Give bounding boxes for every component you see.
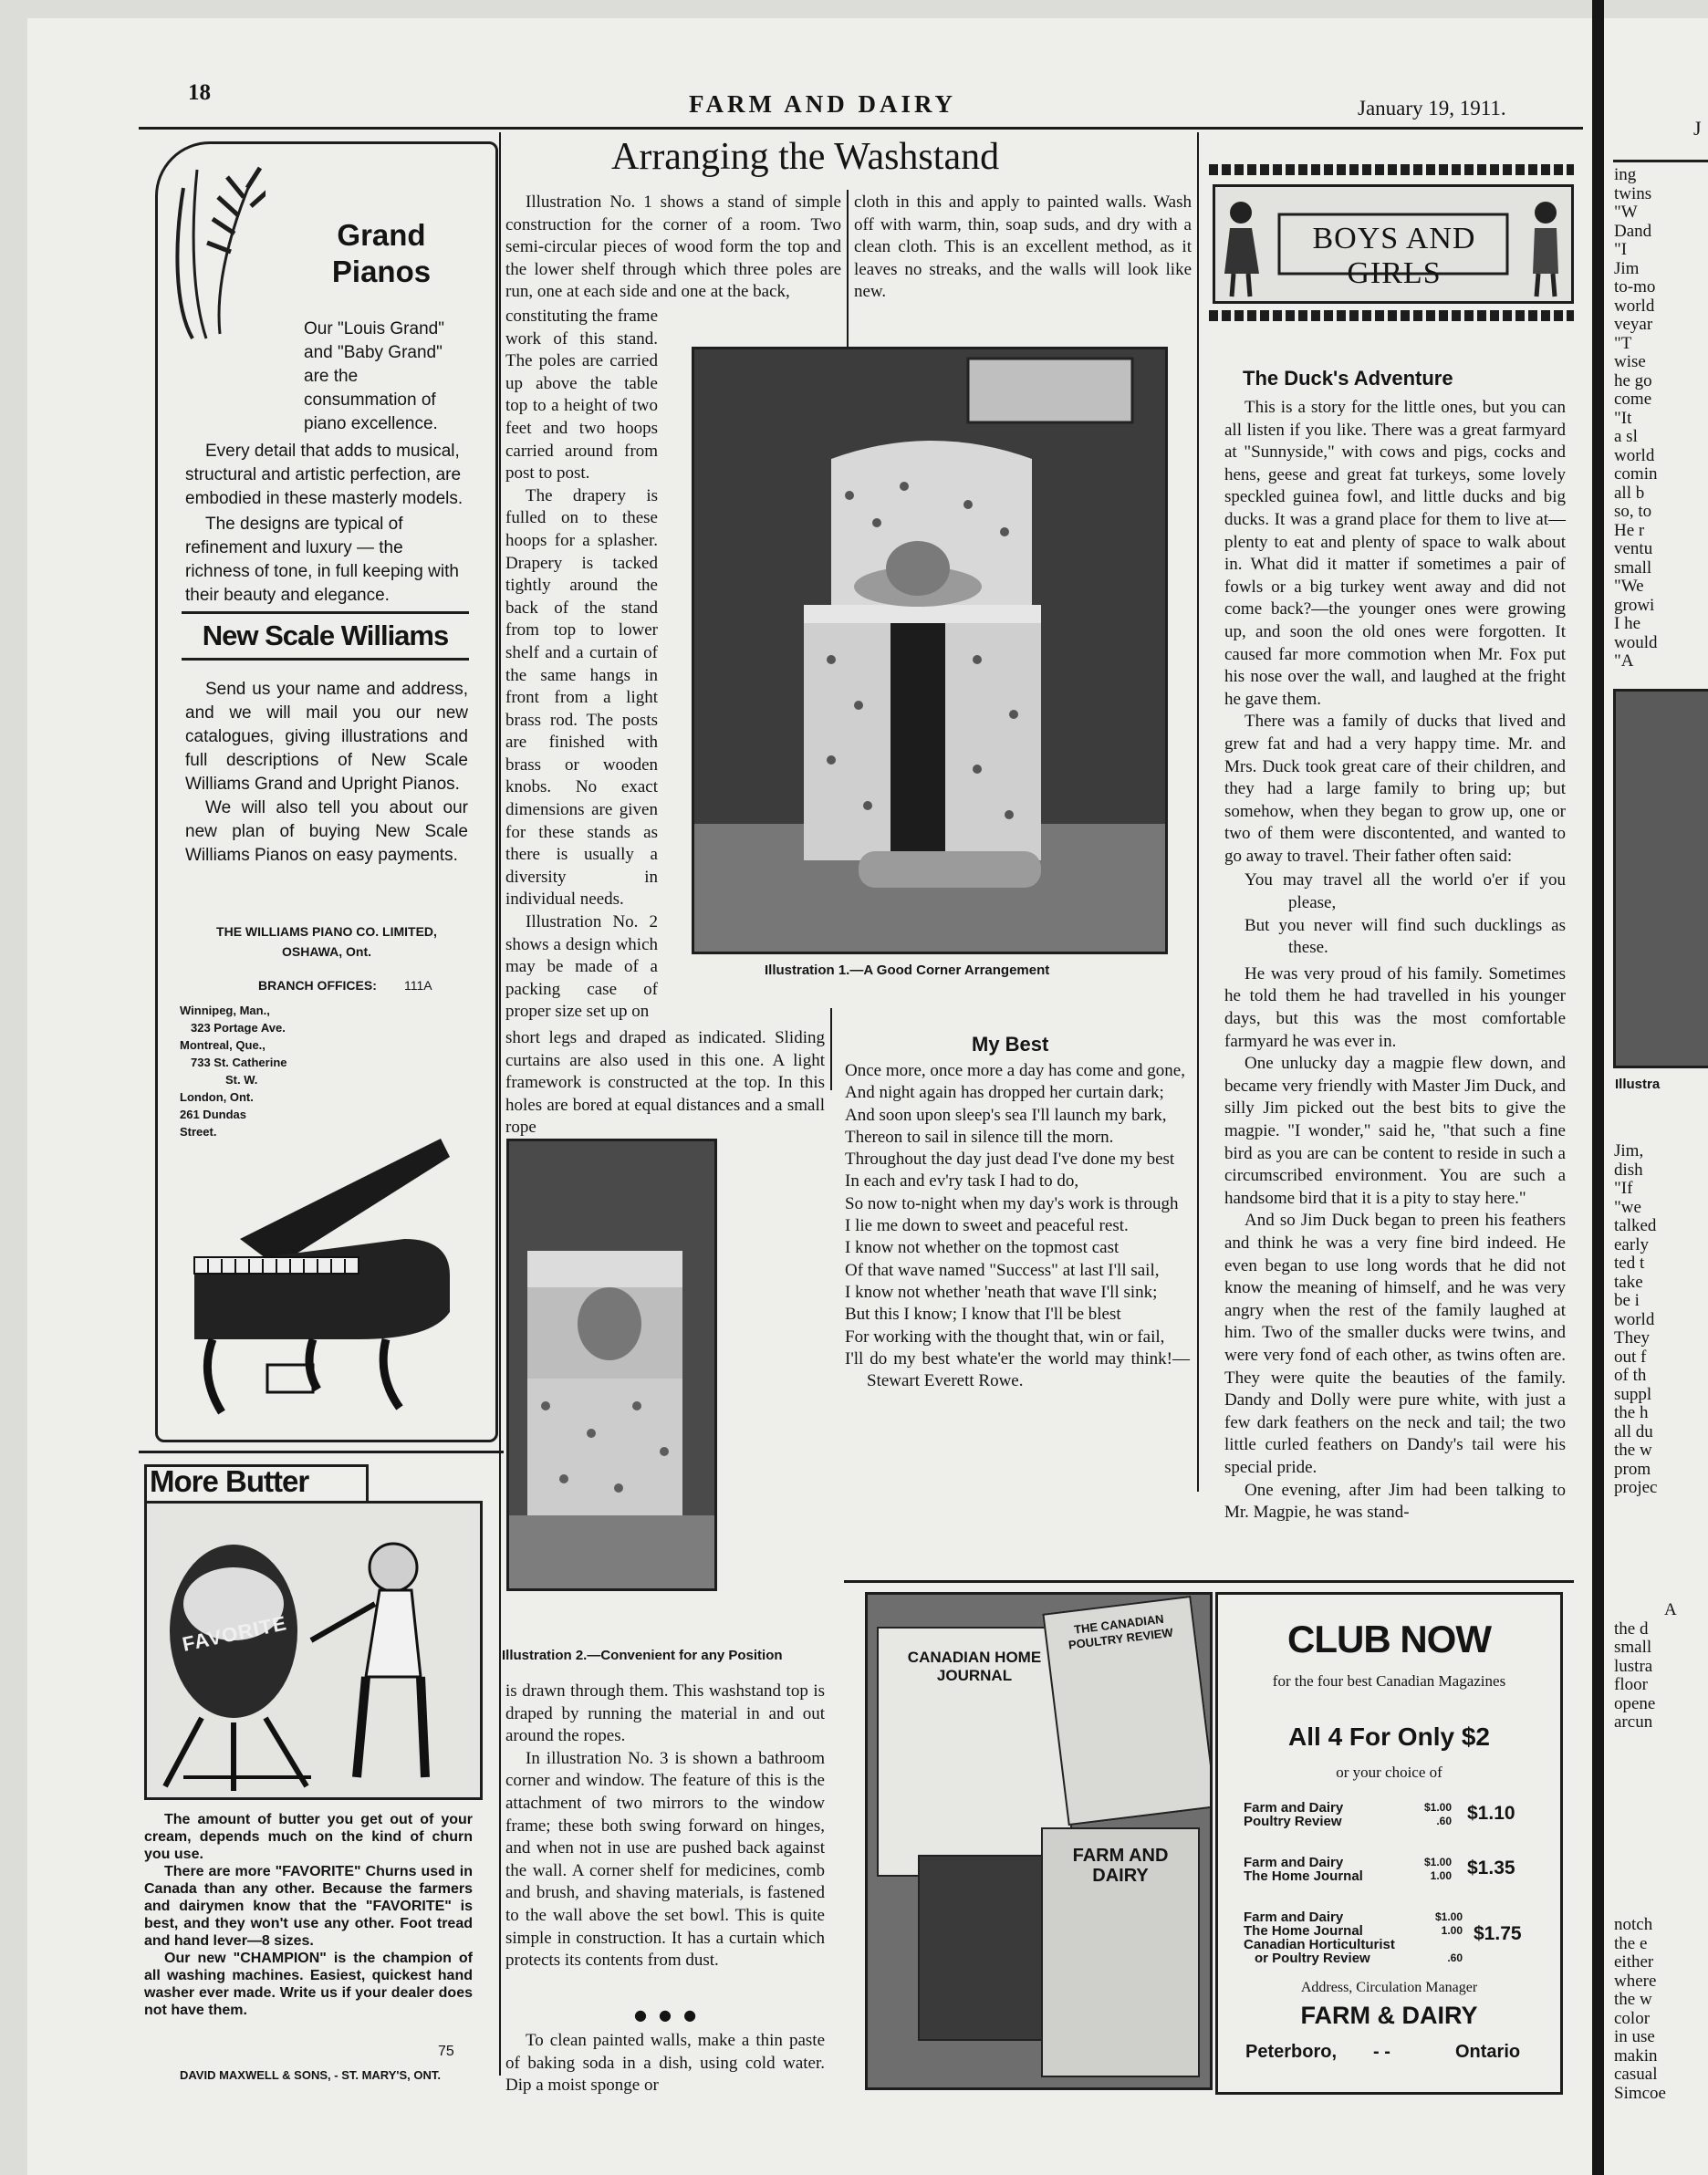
poem-line: I know not whether on the topmost cast	[845, 1238, 1120, 1258]
offer-line: The Home Journal	[1244, 1868, 1363, 1884]
poem-line: I'll do my best whate'er the world may think!—Stewart Everett Rowe.	[845, 1348, 1190, 1391]
fragment: Jim	[1614, 258, 1640, 278]
duck-para: One evening, after Jim had been talking to Mr. Magpie, he was stand-	[1224, 1480, 1566, 1523]
fragment: notch	[1614, 1915, 1653, 1934]
piano-detail: Every detail that adds to musical, structural and artistic perfection, are embodied in these masterly models.	[185, 442, 463, 508]
fragment: out f	[1614, 1347, 1647, 1367]
fragment: in use	[1614, 2027, 1655, 2046]
column-rule	[830, 1008, 832, 1090]
butter-ad-art	[144, 1464, 482, 1802]
washstand-bottom3-block	[505, 2030, 825, 2097]
fragment: arcun	[1614, 1712, 1653, 1732]
fragment: twins	[1614, 183, 1652, 203]
branch-line: Street.	[180, 1125, 217, 1139]
fragment: "T	[1614, 333, 1632, 353]
branch-line: Winnipeg, Man.,	[180, 1004, 270, 1017]
offer-total: $1.75	[1474, 1923, 1522, 1944]
offer-line: or Poultry Review	[1255, 1951, 1370, 1966]
column-rule	[1197, 132, 1199, 1492]
packing-case-washstand-image	[509, 1141, 714, 1588]
fragment: a sl	[1614, 427, 1638, 446]
fragment: ted t	[1614, 1254, 1645, 1273]
fragment: Jim,	[1614, 1141, 1644, 1160]
ad-rule	[139, 1451, 504, 1453]
offer-price	[1426, 1938, 1463, 1951]
offer-row	[1244, 1910, 1545, 1965]
fragment: the e	[1614, 1933, 1648, 1953]
fragment: of th	[1614, 1366, 1647, 1385]
offer-line: Poultry Review	[1244, 1814, 1342, 1829]
club-now-headline: All 4 For Only $2	[1288, 1722, 1490, 1751]
washstand-para: Illustration No. 1 shows a stand of simple construction for the corner of a room. Two semi-circular pieces of wood form the top and the lower shelf through which three poles are run, one at each side and one at the back,	[505, 193, 841, 302]
club-place-sep: - -	[1373, 2042, 1390, 2062]
branch-line: London, Ont.	[180, 1090, 254, 1104]
poem-title: My Best	[972, 1033, 1049, 1056]
offer-price: .60	[1447, 1951, 1463, 1964]
club-place-right: Ontario	[1455, 2042, 1521, 2062]
fragment: prom	[1614, 1459, 1651, 1479]
butter-body2: There are more "FAVORITE" Churns used in Canada than any other. Because the farmers and dairymen know that the "FAVORITE" is best, and they won't use any other. Foot tread and hand lever—8 sizes.	[144, 1864, 473, 1949]
fragment: talked	[1614, 1216, 1657, 1235]
fragment: "It	[1614, 408, 1632, 428]
poem-line: And soon upon sleep's sea I'll launch my bark,	[845, 1105, 1167, 1125]
fragment: world	[1614, 1309, 1655, 1329]
section-rule	[844, 1580, 1574, 1583]
fragment: makin	[1614, 2045, 1658, 2066]
illustration-2-photo	[506, 1139, 717, 1591]
washstand-narrow2: The drapery is fulled on to these hoops for a splasher. Drapery is tacked tightly around the back of the stand from top to lower shelf and a curtain of the same hangs in front from a light brass rod. The posts are finished with brass or wooden knobs. No exact dimensions are given for these stands as there is usually a diversity in individual needs.	[505, 485, 658, 910]
poem-line: Of that wave named "Success" at last I'll sail,	[845, 1260, 1160, 1280]
piano-ad-code: 111A	[404, 978, 432, 993]
fragment: projec	[1614, 1478, 1658, 1497]
column-rule	[499, 132, 501, 2076]
fragment: world	[1614, 296, 1655, 316]
page-gutter	[1592, 0, 1604, 2175]
duck-verse-line: But you never will find such ducklings as these.	[1245, 915, 1566, 958]
fragment: growi	[1614, 595, 1655, 615]
club-place-left: Peterboro,	[1245, 2042, 1338, 2062]
caption-illustration-2: Illustration 2.—Convenient for any Position	[502, 1648, 783, 1663]
offer-line: Canadian Horticulturist	[1244, 1937, 1395, 1952]
fragment: ventu	[1614, 539, 1653, 558]
club-address-label: Address, Circulation Manager	[1300, 1980, 1478, 1995]
fragment: all b	[1614, 483, 1645, 503]
next-page-top-text	[1614, 166, 1658, 671]
piano-plan: We will also tell you about our new plan of buying New Scale Williams Pianos on easy payments.	[185, 798, 468, 865]
boys-girls-banner-text: BOYS AND GIRLS	[1312, 222, 1476, 290]
poem-line: And night again has dropped her curtain dark;	[845, 1083, 1164, 1103]
washstand-top-left	[505, 192, 841, 304]
club-now-ad	[1215, 1592, 1563, 2095]
washstand-para: short legs and draped as indicated. Sliding curtains are also used in this one. A light framework is constructed at the top. In this holes are bored at equal distances and a small rope	[505, 1028, 825, 1138]
poem-line: For working with the thought that, win or fail,	[845, 1327, 1165, 1347]
fragment: so, to	[1614, 502, 1652, 521]
next-page-end-text	[1614, 1916, 1666, 2103]
washstand-para: cloth in this and apply to painted walls. Wash off with warm, thin, soap suds, and dry with a clean cloth. This is an excellent method, as it leaves no streaks, and the walls will look like new.	[854, 193, 1192, 302]
fragment: I he	[1614, 614, 1641, 633]
offer-price: .60	[1436, 1815, 1452, 1827]
poem-line: Throughout the day just dead I've done my best	[845, 1150, 1175, 1170]
piano-title-line2: Pianos	[331, 255, 432, 288]
offer-line: Farm and Dairy	[1244, 1800, 1344, 1816]
piano-company: THE WILLIAMS PIANO CO. LIMITED,	[216, 924, 437, 939]
fragment: would	[1614, 632, 1658, 652]
fragment: He r	[1614, 520, 1645, 540]
duck-para: One unlucky day a magpie flew down, and became very friendly with Master Jim Duck, and silly Jim picked out the best bits to give the magpie. "I wonder," said he, "that such a fine bird as you are can be content to reside in such a circumscribed environment. You are such a handsome bird that it is a pity to stay here."	[1224, 1054, 1566, 1208]
fragment: dish	[1614, 1160, 1643, 1180]
fragment: small	[1614, 557, 1652, 578]
offer-price: $1.00	[1434, 1910, 1463, 1923]
fragment: floor	[1614, 1675, 1648, 1694]
fragment: wise	[1614, 352, 1646, 371]
duck-para: He was very proud of his family. Sometimes he told them he had travelled in his younger days, but this was the most comfortable farmyard he was ever in.	[1224, 963, 1566, 1051]
cover-title: THE CANADIAN POULTRY REVIEW	[1068, 1611, 1174, 1652]
issue-date: January 19, 1911.	[1358, 97, 1506, 120]
header-rule	[139, 127, 1583, 130]
washstand-corner-image	[694, 349, 1165, 952]
newspaper-page	[27, 18, 1592, 2175]
fragment: ing	[1614, 165, 1637, 184]
fragment: Simcoe	[1614, 2083, 1666, 2103]
fragment: A	[1664, 1600, 1677, 1619]
next-page-caption: Illustra	[1615, 1077, 1661, 1092]
poem-line: I lie me down to sweet and peaceful rest.	[845, 1216, 1129, 1236]
offer-total: $1.35	[1467, 1858, 1515, 1878]
fragment: casual	[1614, 2065, 1658, 2084]
fragment: the w	[1614, 1441, 1652, 1460]
fragment: he go	[1614, 370, 1652, 390]
next-page-low-text	[1614, 1601, 1677, 1733]
washstand-top-right	[854, 192, 1192, 304]
duck-story-body	[1224, 397, 1566, 1525]
section-separator: ● ● ●	[634, 2006, 701, 2024]
fragment: early	[1614, 1234, 1649, 1254]
branch-line: St. W.	[225, 1073, 258, 1087]
fragment: take	[1614, 1272, 1643, 1292]
cover-title: FARM AND DAIRY	[1072, 1846, 1169, 1886]
offer-price: 1.00	[1441, 1924, 1463, 1937]
fragment: lustra	[1614, 1656, 1653, 1676]
next-page-header: J	[1693, 117, 1702, 140]
caption-illustration-1: Illustration 1.—A Good Corner Arrangement	[765, 963, 1050, 978]
piano-intro: Our "Louis Grand" and "Baby Grand" are the consummation of piano excellence.	[304, 319, 444, 433]
club-now-title: CLUB NOW	[1287, 1618, 1491, 1660]
next-page-mid-text	[1614, 1142, 1657, 1498]
branch-line: 733 St. Catherine	[191, 1056, 287, 1069]
fragment: "I	[1614, 240, 1628, 259]
fragment: Dand	[1614, 221, 1652, 241]
poem-line: In each and ev'ry task I had to do,	[845, 1171, 1079, 1192]
piano-city: OSHAWA, Ont.	[282, 944, 371, 959]
washstand-bottom1: is drawn through them. This washstand top is draped by running the material in and out around the ropes.	[505, 1681, 825, 1746]
poem-line: Once more, once more a day has come and gone,	[845, 1061, 1185, 1080]
fragment: the w	[1614, 1990, 1652, 2009]
fragment: either	[1614, 1952, 1654, 1972]
fragment: "We	[1614, 577, 1644, 596]
fragment: world	[1614, 445, 1655, 465]
washstand-title: Arranging the Washstand	[611, 136, 1000, 178]
cover-title: CANADIAN HOME JOURNAL	[907, 1649, 1042, 1684]
fragment: color	[1614, 2008, 1651, 2028]
wheat-ornament-icon	[165, 151, 266, 343]
fragment: "A	[1614, 651, 1634, 671]
fragment: They	[1614, 1328, 1651, 1348]
butter-body3: Our new "CHAMPION" is the champion of all washing machines. Easiest, quickest hand washer ever made. Write us if your dealer does not have them.	[144, 1951, 473, 2018]
fragment: where	[1614, 1971, 1657, 1991]
club-now-sub: for the four best Canadian Magazines	[1272, 1672, 1506, 1690]
butter-ad-footer: DAVID MAXWELL & SONS, - ST. MARY'S, ONT.	[180, 2068, 441, 2082]
duck-story-title: The Duck's Adventure	[1243, 367, 1453, 390]
offer-price: 1.00	[1430, 1869, 1452, 1882]
duck-verse	[1224, 869, 1566, 959]
piano-ad	[155, 141, 498, 1442]
washstand-para: To clean painted walls, make a thin paste of baking soda in a dish, using cold water. Dip a moist sponge or	[505, 2031, 825, 2096]
washstand-wide	[505, 1027, 825, 1140]
fragment: "If	[1614, 1179, 1633, 1198]
fragment: "we	[1614, 1197, 1641, 1217]
page-number: 18	[188, 80, 211, 105]
magazine-covers-image	[865, 1592, 1213, 2090]
club-publisher: FARM & DAIRY	[1300, 2002, 1478, 2029]
duck-para: There was a family of ducks that lived and grew fat and had a very happy time. Mr. and Mrs. Duck took great care of their children, and they had a large family to bring up; but somehow, when they began to grow up, one or two of them were discontented, and wanted to go away to travel. Their father often said:	[1224, 712, 1566, 866]
fragment: all du	[1614, 1421, 1653, 1441]
duck-para: And so Jim Duck began to preen his feathers and think he was a very fine bird indeed. He even began to use long words that he did not know the meaning of himself, and he was very angry when the rest of the family laughed at him. Two of the smaller ducks were twins, and were very fond of each other, as twins often are. They were quite the beauties of the family. Dandy and Dolly were pure white, with just a few dark feathers on the neck and tail; the two little curled feathers on Dandy's tail were his special pride.	[1224, 1211, 1566, 1477]
duck-verse-line: You may travel all the world o'er if you please,	[1245, 870, 1566, 913]
fragment: the d	[1614, 1618, 1649, 1639]
washstand-narrow3: Illustration No. 2 shows a design which may be made of a packing case of proper size set up on	[505, 912, 658, 1022]
branch-list	[180, 1002, 317, 1140]
butter-body1: The amount of butter you get out of your cream, depends much on the kind of churn you use.	[144, 1812, 473, 1862]
grand-piano-illustration	[176, 1129, 468, 1421]
offer-price: $1.00	[1423, 1801, 1452, 1814]
washstand-narrow1: constituting the frame work of this stand. The poles are carried up above the table top to a height of two feet and two hoops carried around from post to post.	[505, 307, 658, 484]
piano-designs: The designs are typical of refinement and luxury — the richness of tone, in full keeping with their beauty and elegance.	[185, 515, 459, 605]
fragment: comin	[1614, 464, 1658, 484]
club-now-choice: or your choice of	[1336, 1764, 1442, 1781]
fragment: veyar	[1614, 315, 1653, 334]
branch-line: Montreal, Que.,	[180, 1038, 266, 1052]
offer-row	[1244, 1801, 1545, 1828]
poem-line: So now to-night when my day's work is through	[845, 1193, 1179, 1213]
piano-send: Send us your name and address, and we will mail you our new catalogues, giving illustrations and full descriptions of New Scale Williams Grand and Upright Pianos.	[185, 680, 468, 794]
fragment: the h	[1614, 1403, 1649, 1422]
offer-price: $1.00	[1423, 1856, 1452, 1868]
offer-row	[1244, 1856, 1545, 1883]
boys-girls-banner	[1209, 164, 1574, 330]
offer-line: Farm and Dairy	[1244, 1855, 1344, 1870]
piano-brand: New Scale Williams	[182, 611, 469, 661]
butter-ad-title: More Butter	[150, 1464, 309, 1498]
branch-line: 261 Dundas	[180, 1108, 246, 1121]
fragment: to-mo	[1614, 277, 1656, 297]
poem-body	[845, 1060, 1190, 1392]
offer-line: Farm and Dairy	[1244, 1910, 1344, 1925]
offer-line: The Home Journal	[1244, 1923, 1363, 1939]
fragment: suppl	[1614, 1384, 1652, 1404]
illustration-1-photo	[692, 347, 1168, 954]
fragment: be i	[1614, 1291, 1640, 1310]
poem-line: Thereon to sail in silence till the morn.	[845, 1127, 1114, 1147]
branch-label: BRANCH OFFICES:	[258, 978, 377, 993]
next-page-photo	[1613, 689, 1708, 1068]
washstand-bottom2: In illustration No. 3 is shown a bathroom corner and window. The feature of this is the attachment of two mirrors to the window frame; these both swing forward on hinges, and when not in use are pushed back against the wall. A corner shelf for medicines, comb and brush, and shaving materials, is fastened to the wall above the set bowl. This is quite simple in construction. It has a curtain which protects its contents from dust.	[505, 1748, 825, 1971]
branch-line: 323 Portage Ave.	[191, 1021, 286, 1035]
duck-para: This is a story for the little ones, but you can all listen if you like. There was a great farmyard at "Sunnyside," with cows and pigs, cocks and hens, geese and great fat turkeys, some lovely speckled guinea fowl, and little ducks and big ducks. It was a grand place for them to live at—plenty to eat and plenty of space to walk about in. What did it matter if sometimes a pair of fowls or a big turkey went away and did not come back?—the younger ones were growing up, and soon the old ones were forgotten. It caused far more commotion when Mr. Fox put his nose over the wall, and laughed at the fright he gave them.	[1224, 398, 1566, 709]
adjacent-page	[1604, 18, 1708, 2175]
masthead: FARM AND DAIRY	[689, 90, 957, 118]
fragment: opene	[1614, 1693, 1656, 1713]
butter-ad-code: 75	[438, 2044, 454, 2059]
fragment: come	[1614, 390, 1652, 409]
churn-label: FAVORITE	[180, 1611, 289, 1656]
fragment: "W	[1614, 203, 1638, 222]
poem-line: I know not whether 'neath that wave I'll sink;	[845, 1282, 1158, 1302]
offer-total: $1.10	[1467, 1803, 1515, 1824]
poem-line: But this I know; I know that I'll be blest	[845, 1305, 1121, 1325]
fragment: small	[1614, 1638, 1652, 1657]
piano-title-line1: Grand	[337, 218, 426, 252]
